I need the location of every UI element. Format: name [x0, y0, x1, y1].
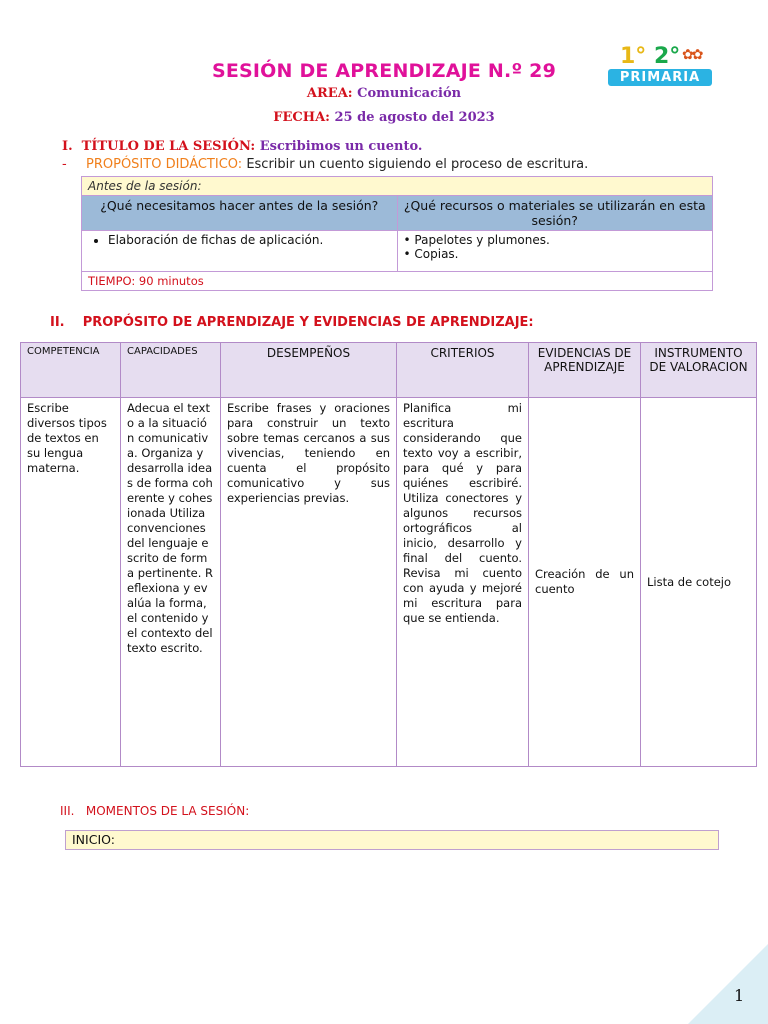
recursos-list: [404, 233, 707, 261]
list-item: • Copias.: [403, 247, 459, 261]
header-capacidades: CAPACIDADES: [121, 343, 221, 398]
competencia-cell: Escribe diversos tipos de textos en su lengua materna.: [21, 398, 121, 767]
header-evidencias: EVIDENCIAS DE APRENDIZAJE: [529, 343, 641, 398]
recursos-cell: [397, 231, 713, 272]
list-item: • Papelotes y plumones.: [403, 233, 550, 247]
section-1-numeral: I.: [62, 139, 73, 154]
capacidades-cell: Adecua el texto a la situación comunicativa. Organiza y desarrolla ideas de forma coherente y cohesionada Utiliza convenciones del lenguaje escrito de forma pertinente. Reflexiona y evalúa la forma, el contenido y el contexto del texto escrito.: [121, 398, 221, 767]
necesitamos-list: [88, 233, 391, 247]
logo-text: PRIMARIA: [608, 69, 712, 86]
purpose-dash: -: [62, 157, 67, 172]
purpose-line: [62, 157, 588, 172]
section-1-title: [62, 139, 422, 154]
logo-digits: [620, 44, 680, 69]
fecha-label: FECHA:: [273, 110, 330, 125]
header-criterios: CRITERIOS: [397, 343, 529, 398]
learning-purpose-table: [20, 342, 757, 767]
instrumento-cell: Lista de cotejo: [641, 398, 757, 767]
col-recursos-header: ¿Qué recursos o materiales se utilizarán en esta sesión?: [397, 196, 713, 231]
primaria-logo: [606, 44, 716, 90]
session-title: SESIÓN DE APRENDIZAJE N.º 29: [211, 60, 557, 82]
page-number: 1: [734, 986, 745, 1005]
evidencias-cell: Creación de un cuento: [529, 398, 641, 767]
purpose-value: Escribir un cuento siguiendo el proceso de escritura.: [246, 157, 589, 172]
desempenos-cell: Escribe frases y oraciones para construir un texto sobre temas cercanos a sus vivencias, teniendo en cuenta el propósito comunicativo y sus experiencias previas.: [221, 398, 397, 767]
logo-digit-1: 1°: [620, 44, 647, 69]
header-instrumento: INSTRUMENTO DE VALORACION: [641, 343, 757, 398]
fecha-value: 25 de agosto del 2023: [334, 110, 495, 125]
header-competencia: COMPETENCIA: [21, 343, 121, 398]
antes-label: Antes de la sesión:: [82, 177, 713, 196]
fecha-line: [0, 110, 768, 125]
purpose-label: PROPÓSITO DIDÁCTICO:: [86, 157, 243, 172]
section-2-title: II. PROPÓSITO DE APRENDIZAJE Y EVIDENCIAS DE APRENDIZAJE:: [50, 315, 534, 330]
section-1-label: TÍTULO DE LA SESIÓN:: [81, 139, 256, 154]
inicio-bar: INICIO:: [65, 830, 719, 850]
kids-icon: ✿✿: [682, 47, 702, 63]
header-desempenos: DESEMPEÑOS: [221, 343, 397, 398]
logo-digit-2: 2°: [653, 44, 681, 69]
col-necesitamos-header: ¿Qué necesitamos hacer antes de la sesión?: [82, 196, 398, 231]
area-value: Comunicación: [357, 86, 462, 101]
list-item: • Elaboración de fichas de aplicación.: [108, 233, 391, 247]
page-corner-decoration: [688, 944, 768, 1024]
session-name: Escribimos un cuento.: [259, 139, 423, 154]
criterios-cell: Planifica mi escritura considerando que texto voy a escribir, para qué y para quiénes escribiré. Utiliza conectores y algunos recursos ortográficos al inicio, desarrollo y final del cuento. Revisa mi cuento con ayuda y mejoré mi escritura para que se entienda.: [397, 398, 529, 767]
tiempo-label: TIEMPO: 90 minutos: [82, 272, 713, 291]
area-label: AREA:: [306, 86, 353, 101]
necesitamos-cell: [82, 231, 398, 272]
preparation-table: [81, 176, 713, 291]
table-row: [21, 398, 757, 767]
section-3-title: III. MOMENTOS DE LA SESIÓN:: [60, 804, 250, 818]
